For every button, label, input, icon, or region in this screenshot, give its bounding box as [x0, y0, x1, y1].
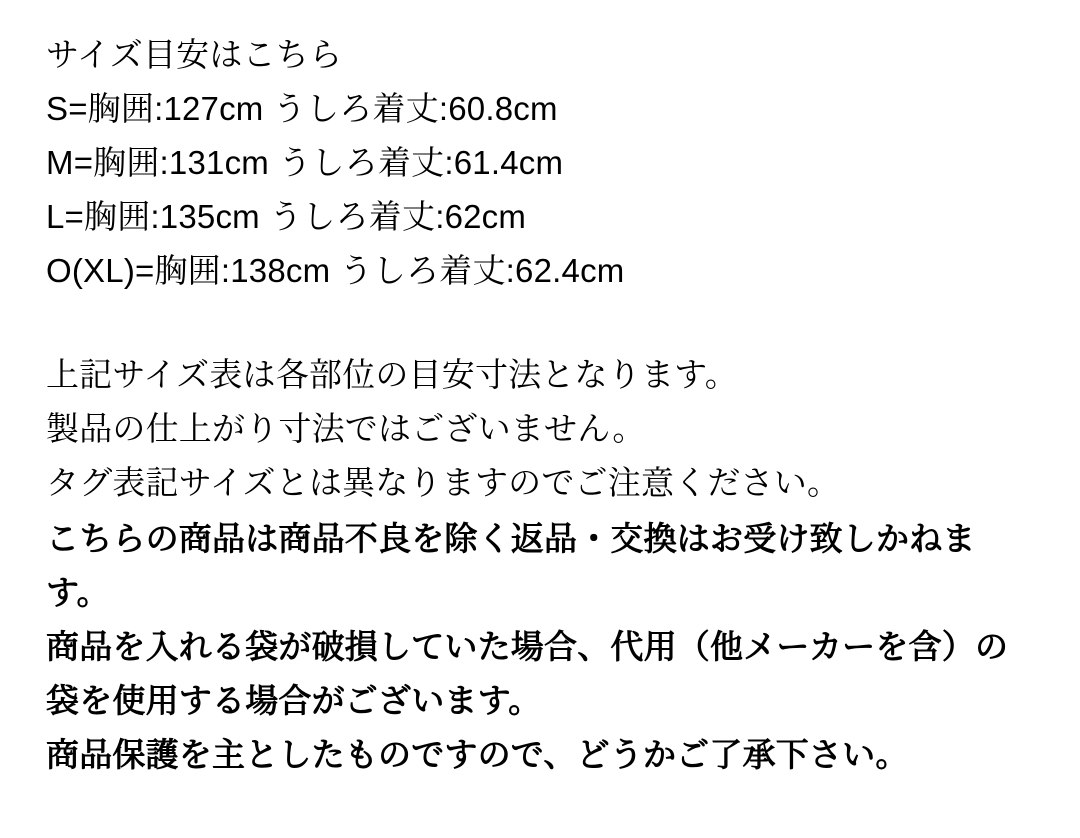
size-row-l: L=胸囲:135cm うしろ着丈:62cm: [46, 198, 527, 235]
section-spacer: [46, 298, 1034, 348]
warning-line-1: こちらの商品は商品不良を除く返品・交換はお受け致しかねます。: [46, 520, 976, 611]
size-guide-section: [46, 28, 1034, 298]
warning-line-2: 商品を入れる袋が破損していた場合、代用（他メーカーを含）の袋を使用する場合がございます。: [46, 628, 1009, 719]
size-row-s: S=胸囲:127cm うしろ着丈:60.8cm: [46, 90, 558, 127]
warnings-section: [46, 512, 1034, 782]
warning-line-3: 商品保護を主としたものですので、どうかご了承下さい。: [46, 736, 909, 773]
note-line-2: 製品の仕上がり寸法ではございません。: [46, 410, 646, 447]
note-line-3: タグ表記サイズとは異なりますのでご注意ください。: [46, 464, 841, 501]
size-guide-heading: サイズ目安はこちら: [46, 36, 343, 73]
notes-section: [46, 348, 1034, 510]
size-row-o-xl: O(XL)=胸囲:138cm うしろ着丈:62.4cm: [46, 252, 625, 289]
note-line-1: 上記サイズ表は各部位の目安寸法となります。: [46, 356, 738, 393]
size-row-m: M=胸囲:131cm うしろ着丈:61.4cm: [46, 144, 564, 181]
